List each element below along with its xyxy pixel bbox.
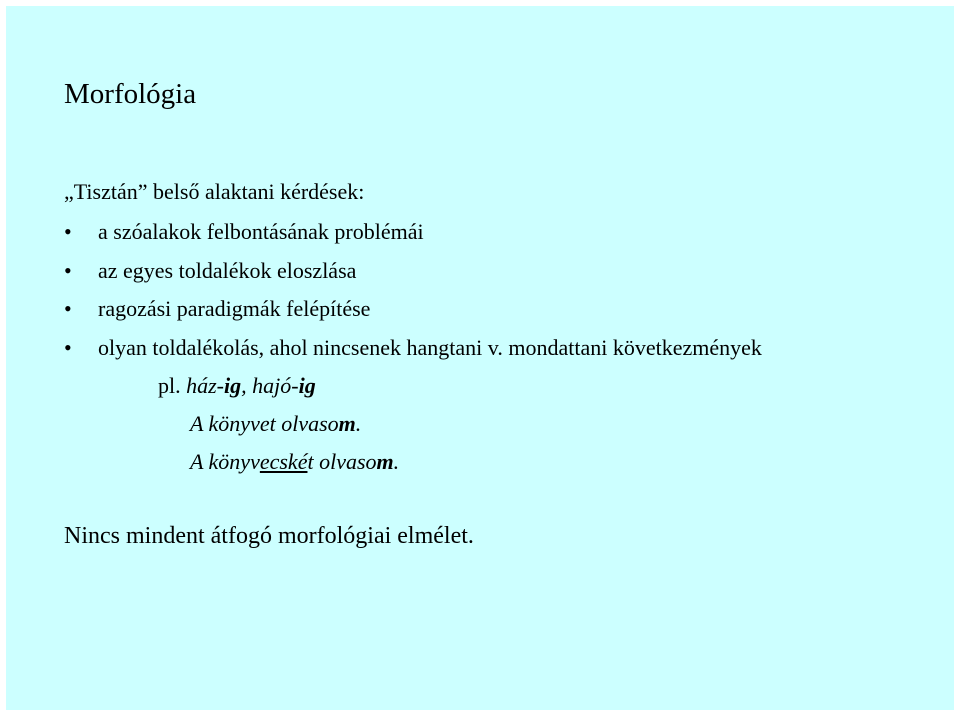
example-line-1 xyxy=(158,372,316,400)
example-3-underlined-suffix: ecské xyxy=(259,449,308,474)
intro-text: „Tisztán” belső alaktani kérdések: xyxy=(64,179,365,204)
example-line-3 xyxy=(190,448,399,476)
bullet-text: ragozási paradigmák felépítése xyxy=(98,296,371,321)
bullet-dot-icon: • xyxy=(64,258,72,283)
bullet-text: az egyes toldalékok eloszlása xyxy=(98,258,357,283)
example-word-2-suffix: ig xyxy=(298,373,316,398)
example-line-2 xyxy=(190,410,361,438)
bullet-dot-icon: • xyxy=(64,335,72,360)
example-word-1-suffix: ig xyxy=(224,373,242,398)
example-3-end: . xyxy=(393,449,400,474)
example-2-bold-suffix: m xyxy=(338,411,356,436)
example-2-end: . xyxy=(355,411,362,436)
bullet-dot-icon: • xyxy=(64,296,72,321)
bullet-dot-icon: • xyxy=(64,219,72,244)
example-3-bold-suffix: m xyxy=(376,449,394,474)
bullet-text: olyan toldalékolás, ahol nincsenek hangtani v. mondattani következmények xyxy=(98,335,762,360)
example-word-1-stem: ház- xyxy=(186,373,225,398)
bullet-text: a szóalakok felbontásának problémái xyxy=(98,219,424,244)
example-separator: , xyxy=(241,373,253,398)
example-3-start: A könyv xyxy=(190,449,260,474)
example-word-2-stem: hajó- xyxy=(252,373,299,398)
example-2-main: A könyvet olvaso xyxy=(190,411,339,436)
slide-title: Morfológia xyxy=(64,78,197,110)
slide xyxy=(6,6,954,710)
conclusion-text: Nincs mindent átfogó morfológiai elmélet. xyxy=(64,523,474,549)
example-3-mid: t olvaso xyxy=(307,449,377,474)
example-prefix: pl. xyxy=(158,373,187,398)
